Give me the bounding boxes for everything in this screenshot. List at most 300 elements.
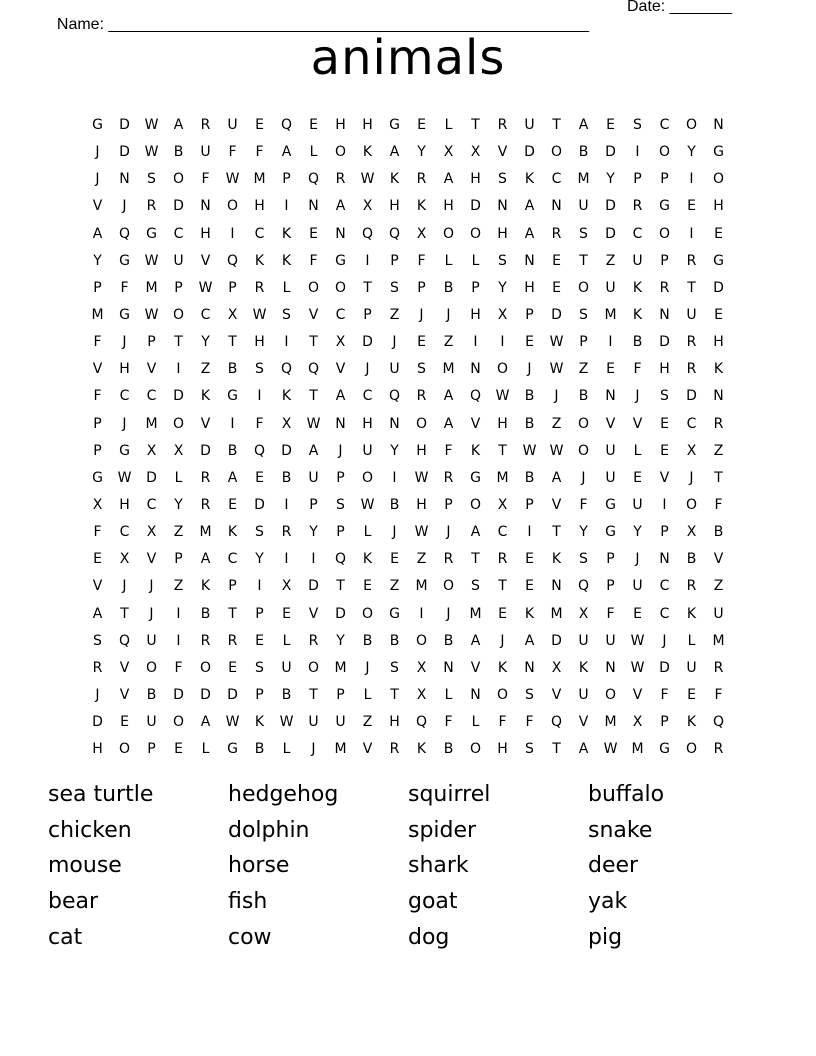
grid-letter: P	[282, 171, 291, 188]
grid-letter: T	[552, 117, 561, 133]
word-bank	[48, 779, 768, 957]
grid-letter: R	[686, 578, 697, 595]
grid-letter: K	[362, 144, 373, 161]
grid-letter: S	[93, 632, 102, 649]
grid-letter: D	[119, 117, 130, 133]
grid-letter: D	[173, 686, 184, 703]
grid-letter: A	[335, 388, 346, 405]
grid-letter: E	[714, 225, 723, 242]
grid-letter: E	[93, 551, 102, 568]
grid-letter: N	[713, 388, 724, 405]
grid-letter: H	[254, 198, 265, 215]
grid-letter: N	[551, 578, 562, 595]
grid-letter: O	[307, 659, 320, 676]
word-bank-item: chicken	[48, 817, 132, 843]
grid-letter: A	[335, 198, 346, 215]
grid-letter: V	[362, 741, 373, 758]
grid-letter: R	[200, 469, 211, 486]
grid-letter: S	[390, 279, 399, 296]
word-bank-item: dolphin	[228, 817, 310, 843]
grid-letter: C	[497, 524, 508, 541]
grid-letter: W	[414, 524, 429, 541]
grid-letter: O	[496, 686, 509, 703]
grid-letter: N	[200, 198, 211, 215]
grid-letter: N	[335, 415, 346, 432]
grid-letter: L	[282, 279, 291, 296]
grid-letter: B	[524, 469, 535, 486]
grid-letter: W	[252, 306, 267, 323]
grid-letter: K	[632, 306, 643, 323]
grid-letter: N	[470, 361, 481, 378]
word-bank-item: shark	[408, 853, 469, 879]
grid-letter: D	[551, 632, 562, 649]
grid-letter: X	[416, 659, 427, 676]
grid-letter: N	[335, 225, 346, 242]
grid-letter: I	[689, 225, 694, 242]
grid-letter: G	[713, 252, 724, 269]
grid-letter: Q	[550, 714, 563, 731]
grid-letter: J	[122, 334, 127, 351]
grid-letter: C	[659, 117, 670, 133]
grid-letter: J	[419, 306, 424, 323]
grid-letter: P	[633, 171, 642, 188]
grid-letter: N	[389, 415, 400, 432]
grid-letter: Q	[280, 117, 293, 133]
grid-letter: Z	[173, 578, 184, 595]
word-bank-item: mouse	[48, 853, 122, 879]
grid-letter: U	[632, 496, 643, 513]
grid-letter: K	[389, 171, 400, 188]
grid-letter: M	[145, 415, 158, 432]
grid-letter: I	[284, 334, 289, 351]
grid-letter: R	[335, 171, 346, 188]
grid-letter: M	[145, 279, 158, 296]
grid-letter: I	[527, 524, 532, 541]
grid-letter: J	[95, 171, 100, 188]
grid-letter: F	[417, 252, 426, 269]
grid-letter: M	[334, 741, 347, 758]
grid-letter: B	[443, 279, 454, 296]
grid-letter: S	[579, 551, 588, 568]
grid-letter: G	[470, 469, 481, 486]
grid-letter: W	[549, 361, 564, 378]
grid-letter: E	[633, 469, 642, 486]
grid-letter: V	[551, 496, 562, 513]
grid-letter: X	[146, 442, 157, 459]
grid-letter: Y	[417, 144, 426, 161]
grid-letter: I	[176, 632, 181, 649]
grid-letter: J	[689, 469, 694, 486]
word-bank-item: cat	[48, 924, 83, 950]
grid-letter: W	[495, 388, 510, 405]
grid-letter: B	[443, 632, 454, 649]
grid-letter: T	[552, 524, 561, 541]
grid-letter: Y	[336, 632, 345, 649]
grid-letter: H	[470, 171, 481, 188]
grid-letter: F	[633, 361, 642, 378]
grid-letter: P	[606, 578, 615, 595]
grid-letter: A	[308, 442, 319, 459]
grid-letter: B	[281, 469, 292, 486]
grid-letter: T	[471, 551, 480, 568]
grid-letter: F	[255, 415, 264, 432]
grid-letter: V	[92, 361, 103, 378]
grid-letter: A	[524, 632, 535, 649]
grid-letter: C	[632, 225, 643, 242]
grid-letter: E	[687, 198, 696, 215]
grid-letter: E	[606, 361, 615, 378]
grid-letter: O	[199, 659, 212, 676]
grid-letter: N	[470, 686, 481, 703]
grid-letter: H	[443, 198, 454, 215]
grid-letter: P	[336, 524, 345, 541]
page-title: animals	[310, 30, 506, 86]
grid-letter: Z	[416, 551, 427, 568]
grid-letter: D	[308, 578, 319, 595]
grid-letter: W	[225, 171, 240, 188]
grid-letter: S	[498, 171, 507, 188]
grid-letter: D	[281, 442, 292, 459]
grid-letter: I	[365, 252, 370, 269]
grid-letter: E	[606, 117, 615, 133]
grid-letter: H	[659, 361, 670, 378]
grid-letter: W	[549, 442, 564, 459]
grid-letter: N	[443, 659, 454, 676]
grid-letter: P	[228, 279, 237, 296]
grid-letter: L	[363, 524, 372, 541]
grid-letter: W	[144, 144, 159, 161]
grid-letter: J	[581, 469, 586, 486]
grid-letter: M	[91, 306, 104, 323]
grid-letter: C	[254, 225, 265, 242]
grid-letter: N	[524, 252, 535, 269]
grid-letter: Z	[551, 415, 562, 432]
grid-letter: J	[338, 442, 343, 459]
grid-letter: A	[443, 388, 454, 405]
grid-letter: C	[659, 578, 670, 595]
grid-letter: R	[416, 388, 427, 405]
word-bank-item: cow	[228, 924, 272, 950]
grid-letter: P	[228, 578, 237, 595]
grid-letter: V	[92, 578, 103, 595]
grid-letter: S	[525, 741, 534, 758]
grid-letter: M	[469, 605, 482, 622]
grid-letter: T	[498, 578, 507, 595]
grid-letter: S	[255, 361, 264, 378]
grid-letter: R	[497, 551, 508, 568]
grid-letter: J	[446, 524, 451, 541]
grid-letter: A	[281, 144, 292, 161]
grid-letter: O	[658, 144, 671, 161]
grid-letter: P	[309, 496, 318, 513]
grid-letter: E	[714, 306, 723, 323]
grid-letter: S	[282, 306, 291, 323]
grid-letter: X	[362, 198, 373, 215]
grid-letter: R	[200, 632, 211, 649]
grid-letter: F	[255, 144, 264, 161]
grid-letter: J	[635, 551, 640, 568]
grid-letter: V	[578, 714, 589, 731]
grid-letter: S	[498, 252, 507, 269]
grid-letter: C	[146, 388, 157, 405]
grid-letter: H	[389, 714, 400, 731]
grid-letter: Q	[388, 225, 401, 242]
grid-letter: T	[228, 334, 237, 351]
grid-letter: F	[228, 144, 237, 161]
grid-letter: O	[604, 686, 617, 703]
grid-letter: L	[471, 252, 480, 269]
grid-letter: I	[635, 144, 640, 161]
grid-letter: E	[552, 279, 561, 296]
grid-letter: E	[120, 714, 129, 731]
grid-letter: R	[227, 632, 238, 649]
grid-letter: G	[389, 117, 400, 133]
grid-letter: Q	[253, 442, 266, 459]
grid-letter: H	[362, 415, 373, 432]
grid-letter: E	[525, 551, 534, 568]
grid-letter: L	[282, 632, 291, 649]
grid-letter: M	[442, 361, 455, 378]
grid-letter: P	[525, 306, 534, 323]
grid-letter: E	[255, 117, 264, 133]
grid-letter: B	[713, 524, 724, 541]
grid-letter: D	[92, 714, 103, 731]
grid-letter: H	[389, 198, 400, 215]
grid-letter: U	[632, 252, 643, 269]
grid-letter: Z	[173, 524, 184, 541]
grid-letter: R	[686, 361, 697, 378]
grid-letter: F	[120, 279, 129, 296]
grid-letter: E	[309, 117, 318, 133]
grid-letter: D	[254, 496, 265, 513]
grid-letter: P	[444, 496, 453, 513]
grid-letter: Q	[712, 714, 725, 731]
grid-letter: E	[525, 334, 534, 351]
grid-letter: Z	[389, 578, 400, 595]
grid-letter: Z	[605, 252, 616, 269]
word-bank-item: snake	[588, 817, 653, 843]
grid-letter: T	[336, 578, 345, 595]
grid-letter: N	[497, 198, 508, 215]
grid-letter: V	[92, 198, 103, 215]
grid-letter: M	[199, 524, 212, 541]
grid-letter: Q	[118, 632, 131, 649]
grid-letter: G	[659, 741, 670, 758]
grid-letter: I	[257, 388, 262, 405]
grid-letter: E	[390, 551, 399, 568]
grid-letter: K	[281, 252, 292, 269]
grid-letter: N	[605, 659, 616, 676]
grid-letter: W	[306, 415, 321, 432]
grid-letter: E	[687, 686, 696, 703]
grid-letter: O	[685, 117, 698, 133]
grid-letter: H	[200, 225, 211, 242]
grid-letter: H	[362, 117, 373, 133]
grid-letter: O	[685, 741, 698, 758]
grid-letter: U	[308, 714, 319, 731]
grid-letter: D	[173, 198, 184, 215]
grid-letter: N	[605, 388, 616, 405]
grid-letter: W	[198, 279, 213, 296]
grid-letter: O	[469, 496, 482, 513]
grid-letter: U	[308, 469, 319, 486]
grid-letter: I	[284, 496, 289, 513]
grid-letter: E	[660, 442, 669, 459]
grid-letter: J	[446, 306, 451, 323]
grid-letter: T	[390, 686, 399, 703]
grid-letter: O	[442, 578, 455, 595]
grid-letter: T	[309, 334, 318, 351]
grid-letter: F	[579, 496, 588, 513]
grid-letter: Y	[390, 442, 399, 459]
grid-letter: O	[307, 279, 320, 296]
word-bank-item: sea turtle	[48, 782, 154, 807]
grid-letter: C	[119, 524, 130, 541]
grid-letter: O	[172, 171, 185, 188]
grid-letter: G	[335, 252, 346, 269]
grid-letter: K	[281, 225, 292, 242]
grid-letter: V	[308, 306, 319, 323]
grid-letter: U	[605, 469, 616, 486]
grid-letter: X	[416, 686, 427, 703]
grid-letter: M	[496, 469, 509, 486]
grid-letter: E	[363, 578, 372, 595]
grid-letter: S	[147, 171, 156, 188]
grid-letter: S	[390, 659, 399, 676]
grid-letter: Q	[334, 551, 347, 568]
grid-letter: I	[176, 361, 181, 378]
grid-letter: R	[551, 225, 562, 242]
grid-letter: Q	[415, 714, 428, 731]
grid-letter: F	[93, 334, 102, 351]
grid-letter: O	[226, 198, 239, 215]
grid-letter: H	[713, 198, 724, 215]
grid-letter: W	[225, 714, 240, 731]
grid-letter: Y	[633, 524, 642, 541]
word-bank-item: yak	[588, 889, 628, 915]
grid-letter: K	[551, 551, 562, 568]
grid-letter: A	[443, 415, 454, 432]
grid-letter: F	[201, 171, 210, 188]
grid-letter: X	[281, 578, 292, 595]
grid-letter: H	[416, 442, 427, 459]
grid-letter: G	[92, 117, 103, 133]
grid-letter: D	[362, 334, 373, 351]
grid-letter: I	[257, 578, 262, 595]
grid-letter: U	[389, 361, 400, 378]
grid-letter: O	[577, 279, 590, 296]
word-bank-item: deer	[588, 853, 639, 879]
date-field-label: Date: _______	[627, 0, 732, 15]
grid-letter: K	[281, 388, 292, 405]
grid-letter: P	[660, 171, 669, 188]
grid-letter: X	[632, 714, 643, 731]
grid-letter: C	[659, 605, 670, 622]
grid-letter: B	[686, 551, 697, 568]
grid-letter: T	[120, 605, 129, 622]
grid-letter: D	[659, 334, 670, 351]
grid-letter: O	[577, 442, 590, 459]
grid-letter: Z	[713, 442, 724, 459]
grid-letter: W	[603, 741, 618, 758]
grid-letter: J	[95, 686, 100, 703]
grid-letter: E	[498, 605, 507, 622]
word-bank-item: buffalo	[588, 782, 665, 807]
grid-letter: D	[524, 144, 535, 161]
grid-letter: R	[632, 198, 643, 215]
grid-letter: L	[444, 686, 453, 703]
grid-letter: P	[471, 279, 480, 296]
grid-letter: P	[525, 496, 534, 513]
word-bank-item: bear	[48, 889, 99, 915]
grid-letter: A	[524, 225, 535, 242]
grid-letter: S	[336, 496, 345, 513]
grid-letter: I	[284, 198, 289, 215]
grid-letter: V	[308, 605, 319, 622]
grid-letter: D	[146, 469, 157, 486]
grid-letter: F	[444, 442, 453, 459]
grid-letter: N	[119, 171, 130, 188]
grid-letter: J	[149, 605, 154, 622]
grid-letter: K	[686, 714, 697, 731]
grid-letter: C	[200, 306, 211, 323]
grid-letter: E	[309, 225, 318, 242]
grid-letter: O	[415, 632, 428, 649]
grid-letter: H	[497, 741, 508, 758]
grid-letter: I	[419, 605, 424, 622]
grid-letter: O	[172, 306, 185, 323]
grid-letter: M	[604, 306, 617, 323]
grid-letter: P	[93, 415, 102, 432]
grid-letter: K	[254, 714, 265, 731]
grid-letter: T	[579, 252, 588, 269]
grid-letter: U	[146, 714, 157, 731]
grid-letter: B	[524, 415, 535, 432]
grid-letter: V	[632, 415, 643, 432]
grid-letter: F	[714, 496, 723, 513]
grid-letter: A	[92, 605, 103, 622]
grid-letter: E	[417, 334, 426, 351]
word-bank-item: squirrel	[408, 782, 491, 807]
grid-letter: V	[605, 415, 616, 432]
grid-letter: W	[144, 117, 159, 133]
grid-letter: X	[686, 442, 697, 459]
grid-letter: P	[147, 741, 156, 758]
grid-letter: L	[444, 252, 453, 269]
grid-letter: B	[227, 361, 238, 378]
grid-letter: D	[335, 605, 346, 622]
grid-letter: A	[524, 198, 535, 215]
grid-letter: U	[686, 659, 697, 676]
grid-letter: H	[335, 117, 346, 133]
grid-letter: J	[554, 388, 559, 405]
grid-letter: F	[309, 252, 318, 269]
grid-letter: U	[713, 605, 724, 622]
grid-letter: V	[200, 415, 211, 432]
grid-letter: I	[662, 496, 667, 513]
grid-letter: P	[255, 686, 264, 703]
word-bank-item: dog	[408, 924, 450, 950]
grid-letter: T	[687, 279, 696, 296]
grid-letter: O	[685, 496, 698, 513]
grid-letter: T	[552, 741, 561, 758]
grid-letter: D	[713, 279, 724, 296]
grid-letter: J	[392, 524, 397, 541]
grid-letter: C	[146, 496, 157, 513]
grid-letter: Y	[174, 496, 183, 513]
grid-letter: S	[579, 306, 588, 323]
grid-letter: P	[93, 442, 102, 459]
